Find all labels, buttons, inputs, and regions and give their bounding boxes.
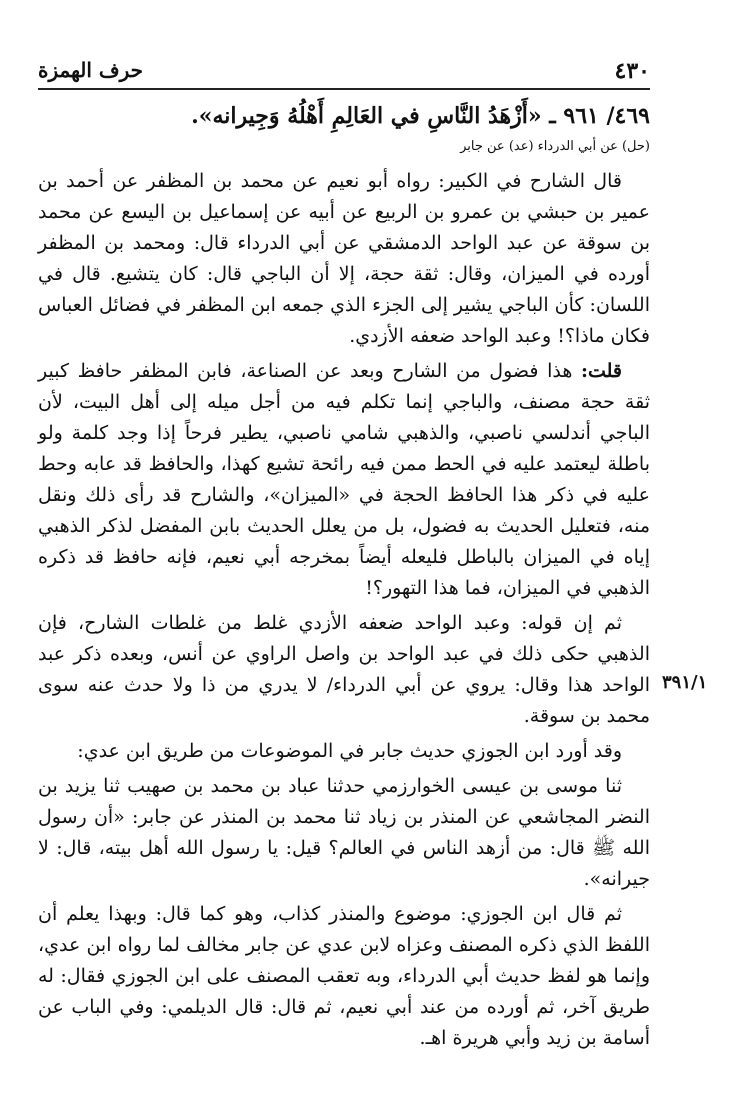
paragraph-conclusion: ثم قال ابن الجوزي: موضوع والمنذر كذاب، وهو كما قال: وبهذا يعلم أن اللفظ الذي ذكره المصنف وعزاه لابن عدي عن جابر مخالف لما رواه ابن عدي، وإنما هو لفظ حديث أبي الدرداء، وبه تعقب المصنف على ابن الجوزي فقال: له طريق آخر، ثم أورده من عند أبي نعيم، ثم قال: قال الديلمي: وفي الباب عن أسامة بن زيد وأبي هريرة اهـ. xyxy=(38,903,650,1049)
page-header xyxy=(38,58,650,90)
margin-reference: ٣٩١/١ xyxy=(662,672,708,693)
page-body xyxy=(38,98,650,1058)
paragraph-correction: ثم إن قوله: وعبد الواحد ضعفه الأزدي غلط من غلطات الشارح، فإن الذهبي حكى ذلك في عبد الواحد بن واصل الراوي عن أنس، وبعده ذكر عبد الواحد هذا وقال: يروي عن أبي الدرداء/ لا يدري من ذا ولا حدث عنه سوى محمد بن سوقة. xyxy=(38,612,650,727)
paragraph-ibn-jawzi-intro: وقد أورد ابن الجوزي حديث جابر في الموضوعات من طريق ابن عدي: xyxy=(77,740,622,762)
lead-word: قلت: xyxy=(580,360,622,382)
paragraph-isnad: ثنا موسى بن عيسى الخوارزمي حدثنا عباد بن محمد بن صهيب ثنا يزيد بن النضر المجاشعي عن المنذر بن زياد ثنا محمد بن المنذر عن جابر: «أن رسول الله ﷺ قال: من أزهد الناس في العالم؟ قيل: يا رسول الله أهل بيته، قال: لا جيرانه». xyxy=(38,775,650,890)
paragraph-critique-text: هذا فضول من الشارح وبعد عن الصناعة، فابن المظفر حافظ كبير ثقة حجة مصنف، والباجي إنما تكلم فيه من أجل ميله إلى أهل البيت، لأن الباجي أندلسي ناصبي، والذهبي شامي ناصبي، يطير فرحاً إذا وجد كلمة ولو باطلة ليعتمد عليه في الحط ممن فيه رائحة تشيع كهذا، والحافظ قد عابه وحط عليه في ذكر هذا الحافظ الحجة في «الميزان»، والشارح قد رأى ذلك ونقل منه، فتعليل الحديث به فضول، بل من يعلل الحديث بابن المفضل لذكر الذهبي إياه في الميزان بالباطل فليعله أيضاً بمخرجه أبي نعيم، فإنه حافظ قد ذكره الذهبي في الميزان، فما هذا التهور؟! xyxy=(38,360,650,599)
paragraph-critique xyxy=(38,356,650,604)
chapter-title: حرف الهمزة xyxy=(38,58,144,82)
paragraph-commentary-1: قال الشارح في الكبير: رواه أبو نعيم عن محمد بن المظفر عن أحمد بن عمير بن حبشي بن عمرو بن الربيع عن أبيه عن إسماعيل بن اليسع عن محمد بن سوقة عن عبد الواحد الدمشقي عن أبي الدرداء قال: ومحمد بن المظفر أورده في الميزان، وقال: ثقة حجة، إلا أن الباجي قال: كان يتشيع. قال في اللسان: كأن الباجي يشير إلى الجزء الذي جمعه ابن المظفر في فضائل العباس فكان ماذا؟! وعبد الواحد ضعفه الأزدي. xyxy=(38,170,650,347)
header-divider xyxy=(38,88,650,90)
hadith-text: «أَزْهَدُ النَّاسِ في العَالِمِ أَهْلُهُ وَجِيرانه». xyxy=(191,103,542,129)
hadith-source: (حل) عن أبي الدرداء (عد) عن جابر xyxy=(460,139,650,154)
hadith-heading xyxy=(38,98,650,134)
page-number: ٤٣٠ xyxy=(614,58,650,84)
hadith-number: ٤٦٩/ ٩٦١ ـ xyxy=(549,103,650,129)
